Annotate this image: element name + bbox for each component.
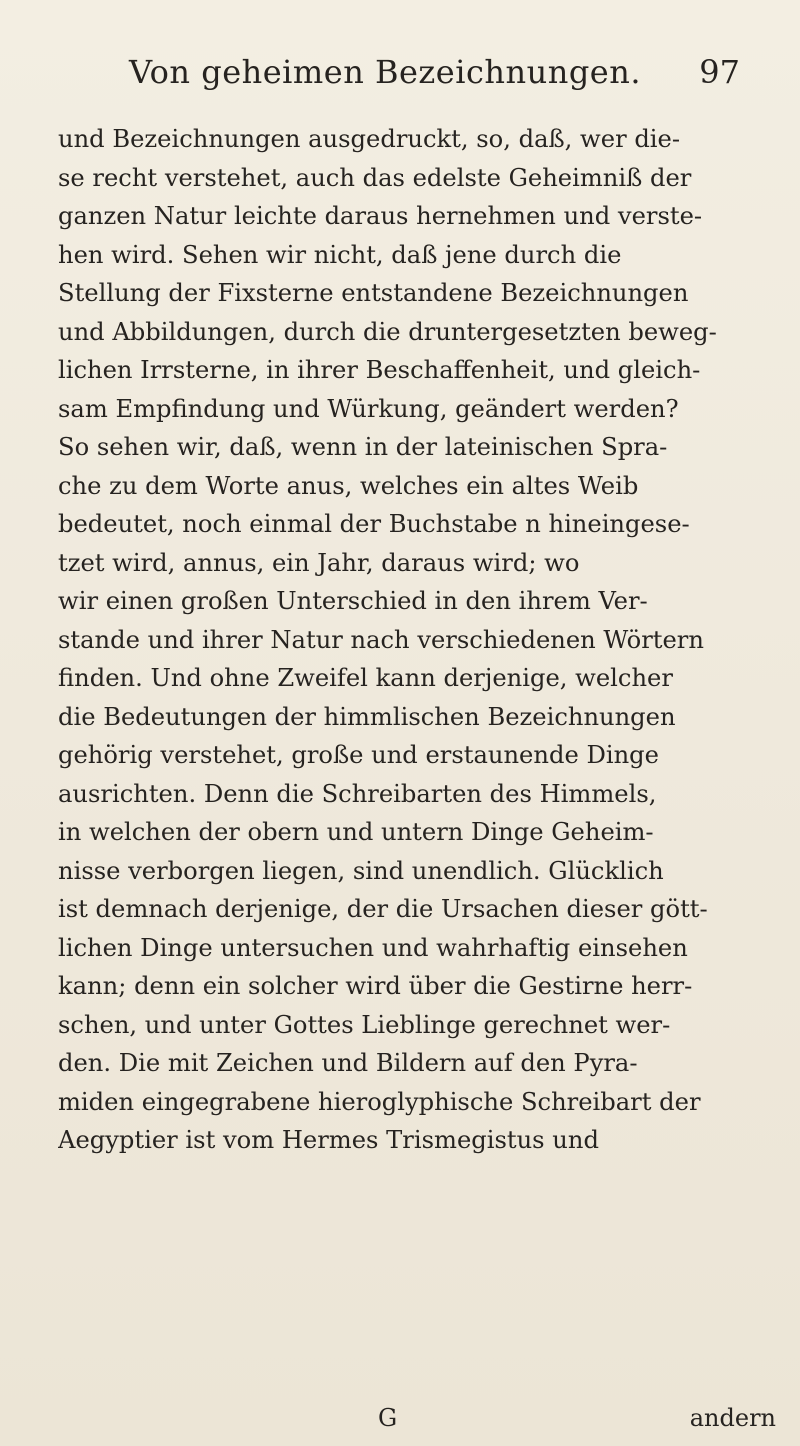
text-line: bedeutet, noch einmal der Buchstabe n hineingese- <box>58 510 690 538</box>
text-line: finden. Und ohne Zweifel kann derjenige, welcher <box>58 664 673 692</box>
text-line: miden eingegrabene hieroglyphische Schreibart der <box>58 1087 701 1116</box>
text-line: se recht verstehet, auch das edelste Geheimniß der <box>58 163 692 192</box>
text-line: che zu dem Worte anus, welches ein altes Weib <box>58 471 639 500</box>
running-head: Von geheimen Bezeichnungen. <box>128 53 642 91</box>
page-footer <box>58 1398 776 1438</box>
text-line: die Bedeutungen der himmlischen Bezeichnungen <box>58 702 676 731</box>
text-line: kann; denn ein solcher wird über die Gestirne herr- <box>58 972 693 1000</box>
text-line: ganzen Natur leichte daraus hernehmen und verste- <box>58 202 703 230</box>
page-number: 97 <box>699 53 740 91</box>
text-line: stande und ihrer Natur nach verschiedenen Wörtern <box>58 625 704 654</box>
text-line: wir einen großen Unterschied in den ihrem Ver- <box>58 587 648 615</box>
text-line: lichen Dinge untersuchen und wahrhaftig einsehen <box>58 933 688 962</box>
text-line: nisse verborgen liegen, sind unendlich. Glücklich <box>58 856 664 885</box>
text-line: So sehen wir, daß, wenn in der lateinischen Spra- <box>58 433 668 461</box>
text-line: Stellung der Fixsterne entstandene Bezeichnungen <box>58 279 689 307</box>
text-line: und Abbildungen, durch die druntergesetzten beweg- <box>58 317 717 346</box>
text-line: tzet wird, annus, ein Jahr, daraus wird; wo <box>58 548 580 577</box>
text-line: schen, und unter Gottes Lieblinge gerechnet wer- <box>58 1010 671 1039</box>
body-text <box>58 120 776 1160</box>
text-line: und Bezeichnungen ausgedruckt, so, daß, wer die- <box>58 125 681 153</box>
signature-mark: G <box>378 1404 398 1432</box>
text-line: den. Die mit Zeichen und Bildern auf den Pyra- <box>58 1049 638 1077</box>
page-header <box>100 46 740 98</box>
catchword: andern <box>689 1404 776 1432</box>
text-line: ausrichten. Denn die Schreibarten des Himmels, <box>58 779 657 808</box>
text-line: ist demnach derjenige, der die Ursachen dieser gött- <box>58 895 708 923</box>
text-line: gehörig verstehet, große und erstaunende Dinge <box>58 741 659 769</box>
text-line: lichen Irrsterne, in ihrer Beschaffenheit, und gleich- <box>58 356 701 384</box>
text-line: hen wird. Sehen wir nicht, daß jene durch die <box>58 240 622 269</box>
text-line: Aegyptier ist vom Hermes Trismegistus und <box>58 1126 599 1154</box>
text-line: in welchen der obern und untern Dinge Geheim- <box>58 818 654 846</box>
text-line: sam Empfindung und Würkung, geändert werden? <box>58 394 679 423</box>
